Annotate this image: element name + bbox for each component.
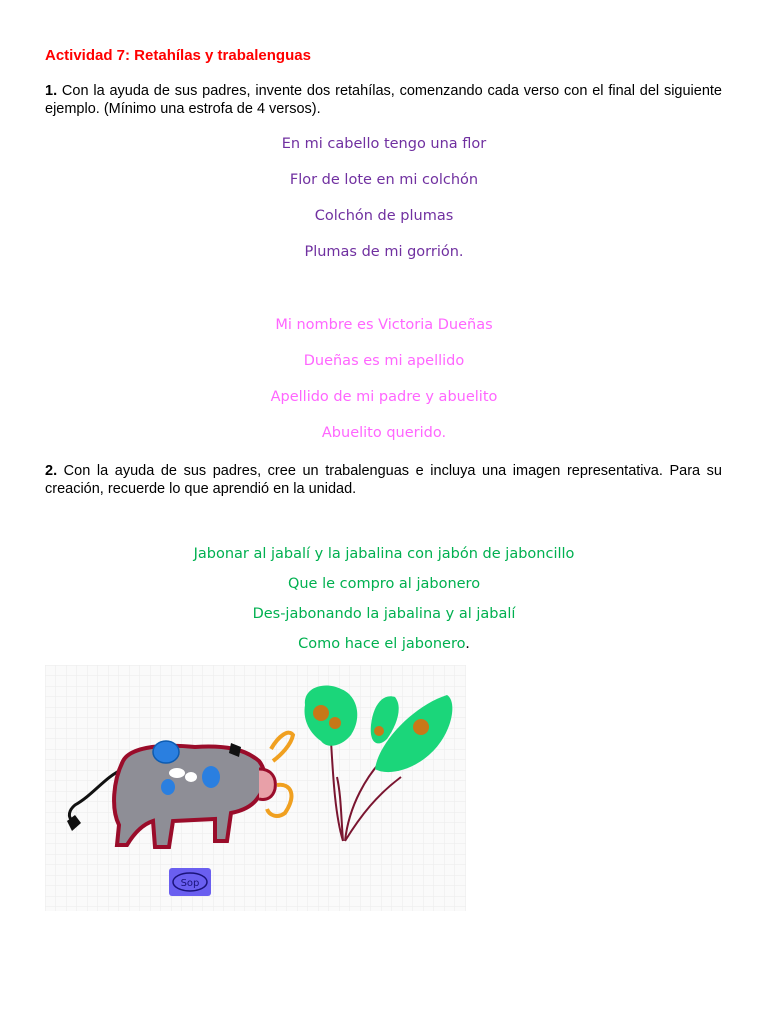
leaf-spot xyxy=(374,726,384,736)
drawing-canvas xyxy=(45,665,466,911)
boar-and-plant-drawing xyxy=(45,665,466,911)
tongue-twister-last-line xyxy=(0,636,768,652)
leaf-spot xyxy=(413,719,429,735)
leaf-spot xyxy=(329,717,341,729)
example-verse: Colchón de plumas xyxy=(314,208,454,224)
tongue-twister-line: Como hace el jabonero xyxy=(298,636,466,652)
tongue-twister-line: Des-jabonando la jabalina y al jabalí xyxy=(252,606,516,622)
question-2-text: Con la ayuda de sus padres, cree un trabalenguas e incluya una imagen representativa. Para su creación, recuerde lo que aprendió en la unidad. xyxy=(45,463,722,497)
own-verse: Abuelito querido. xyxy=(321,425,447,441)
soap-label: Sop xyxy=(180,878,200,889)
blue-spot xyxy=(202,766,220,788)
tongue-twister-period: . xyxy=(465,636,470,652)
blue-spot xyxy=(153,741,179,763)
own-verse: Mi nombre es Victoria Dueñas xyxy=(275,317,493,333)
tongue-twister-line: Que le compro al jabonero xyxy=(287,576,481,592)
question-1-number: 1. xyxy=(45,83,58,99)
question-1-text: Con la ayuda de sus padres, invente dos retahílas, comenzando cada verso con el final del siguiente ejemplo. (Mínimo una estrofa de 4 versos). xyxy=(45,83,722,117)
white-spot xyxy=(185,772,197,782)
example-verse: Flor de lote en mi colchón xyxy=(289,172,479,188)
leaf-spot xyxy=(313,705,329,721)
example-verse: En mi cabello tengo una flor xyxy=(281,136,487,152)
boar-snout xyxy=(259,769,275,800)
white-spot xyxy=(169,768,185,778)
own-verse: Apellido de mi padre y abuelito xyxy=(270,389,498,405)
activity-title: Actividad 7: Retahílas y trabalenguas xyxy=(45,47,311,64)
question-2-number: 2. xyxy=(45,463,58,479)
tongue-twister-line: Jabonar al jabalí y la jabalina con jabón de jaboncillo xyxy=(193,546,575,562)
own-verse: Dueñas es mi apellido xyxy=(303,353,465,369)
question-1 xyxy=(45,82,722,118)
soap-bar xyxy=(169,868,211,896)
blue-spot xyxy=(161,779,175,795)
question-2 xyxy=(45,462,722,498)
example-verse: Plumas de mi gorrión. xyxy=(304,244,464,260)
